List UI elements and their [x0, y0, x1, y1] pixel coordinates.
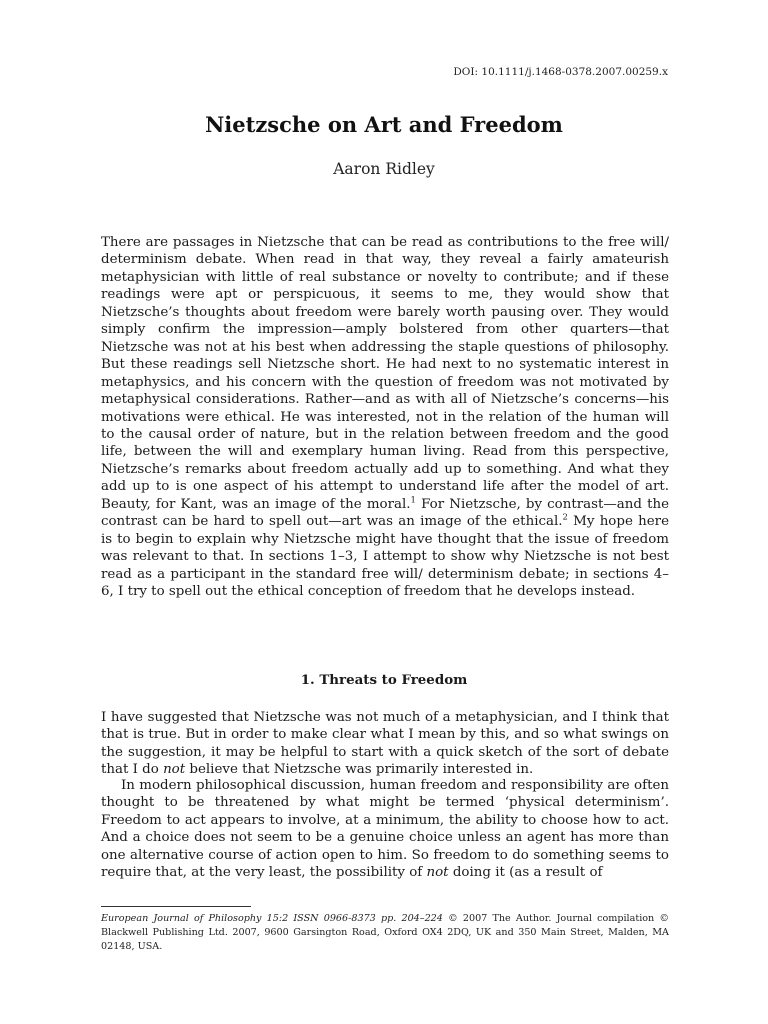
body-paragraph-1-emphasis: not [163, 762, 186, 778]
journal-citation: European Journal of Philosophy 15:2 ISSN 0966-8373 pp. 204–224 [101, 913, 443, 924]
footnote-rule [101, 906, 251, 907]
abstract-paragraph [101, 234, 669, 601]
abstract-text-part-2: For Nietzsche, by contrast—and the contrast can be hard to spell out—art was an image of the ethical. [101, 496, 670, 530]
article-title: Nietzsche on Art and Freedom [205, 112, 563, 137]
body-paragraph-2-text-a: In modern philosophical discussion, human freedom and responsibility are often thought to be threatened by what might be termed ‘physical determinism’. Freedom to act appears to involve, at a minimum, the ability to choose how to act. And a choice does not seem to be a genuine choice unless an agent has more than one alternative course of action open to him. So freedom to do something seems to require that, at the very least, the possibility of [101, 778, 669, 881]
author-name: Aaron Ridley [333, 160, 435, 178]
section-heading: 1. Threats to Freedom [300, 672, 468, 688]
footnote-marker-2[interactable]: 2 [562, 512, 568, 523]
abstract-text-part-3: My hope here is to begin to explain why Nietzsche might have thought that the issue of freedom was relevant to that. In sections 1–3, I attempt to show why Nietzsche is not best read as a participant in the standard free will/ determinism debate; in sections 4–6, I try to spell out the ethical conception of freedom that he develops instead. [101, 514, 669, 600]
body-paragraph-1 [101, 709, 669, 779]
body-paragraph-2 [101, 777, 669, 882]
body-paragraph-1-text-b: believe that Nietzsche was primarily interested in. [185, 762, 534, 778]
doi-line: DOI: 10.1111/j.1468-0378.2007.00259.x [453, 66, 668, 78]
journal-footer [101, 912, 669, 954]
body-paragraph-2-emphasis: not [426, 865, 449, 881]
abstract-text-part-1: There are passages in Nietzsche that can be read as contributions to the free will/ determinism debate. When read in that way, they reveal a fairly amateurish metaphysician with little of real substance or novelty to contribute; and if these readings were apt or perspicuous, it seems to me, they would show that Nietzsche’s thoughts about freedom were barely worth pausing over. They would simply confirm the impression—amply bolstered from other quarters—that Nietzsche was not at his best when addressing the staple questions of philosophy. But these readings sell Nietzsche short. He had next to no systematic interest in metaphysics, and his concern with the question of freedom was not motivated by metaphysical considerations. Rather—and as with all of Nietzsche’s concerns—his motivations were ethical. He was interested, not in the relation of the human will to the causal order of nature, but in the relation between freedom and the good life, between the will and exemplary human living. Read from this perspective, Nietzsche’s remarks about freedom actually add up to something. And what they add up to is one aspect of his attempt to understand life after the model of art. Beauty, for Kant, was an image of the moral. [101, 235, 669, 512]
body-paragraph-2-text-b: doing it (as a result of [448, 865, 603, 881]
copyright-notice: © 2007 The Author. Journal compilation © Blackwell Publishing Ltd. 2007, 9600 Garsington Road, Oxford OX4 2DQ, UK and 350 Main Street, Malden, MA 02148, USA. [101, 913, 669, 952]
footnote-marker-1[interactable]: 1 [410, 495, 416, 506]
body-paragraph-1-text-a: I have suggested that Nietzsche was not much of a metaphysician, and I think that that is true. But in order to make clear what I mean by this, and so what swings on the suggestion, it may be helpful to start with a quick sketch of the sort of debate that I do [101, 710, 669, 778]
